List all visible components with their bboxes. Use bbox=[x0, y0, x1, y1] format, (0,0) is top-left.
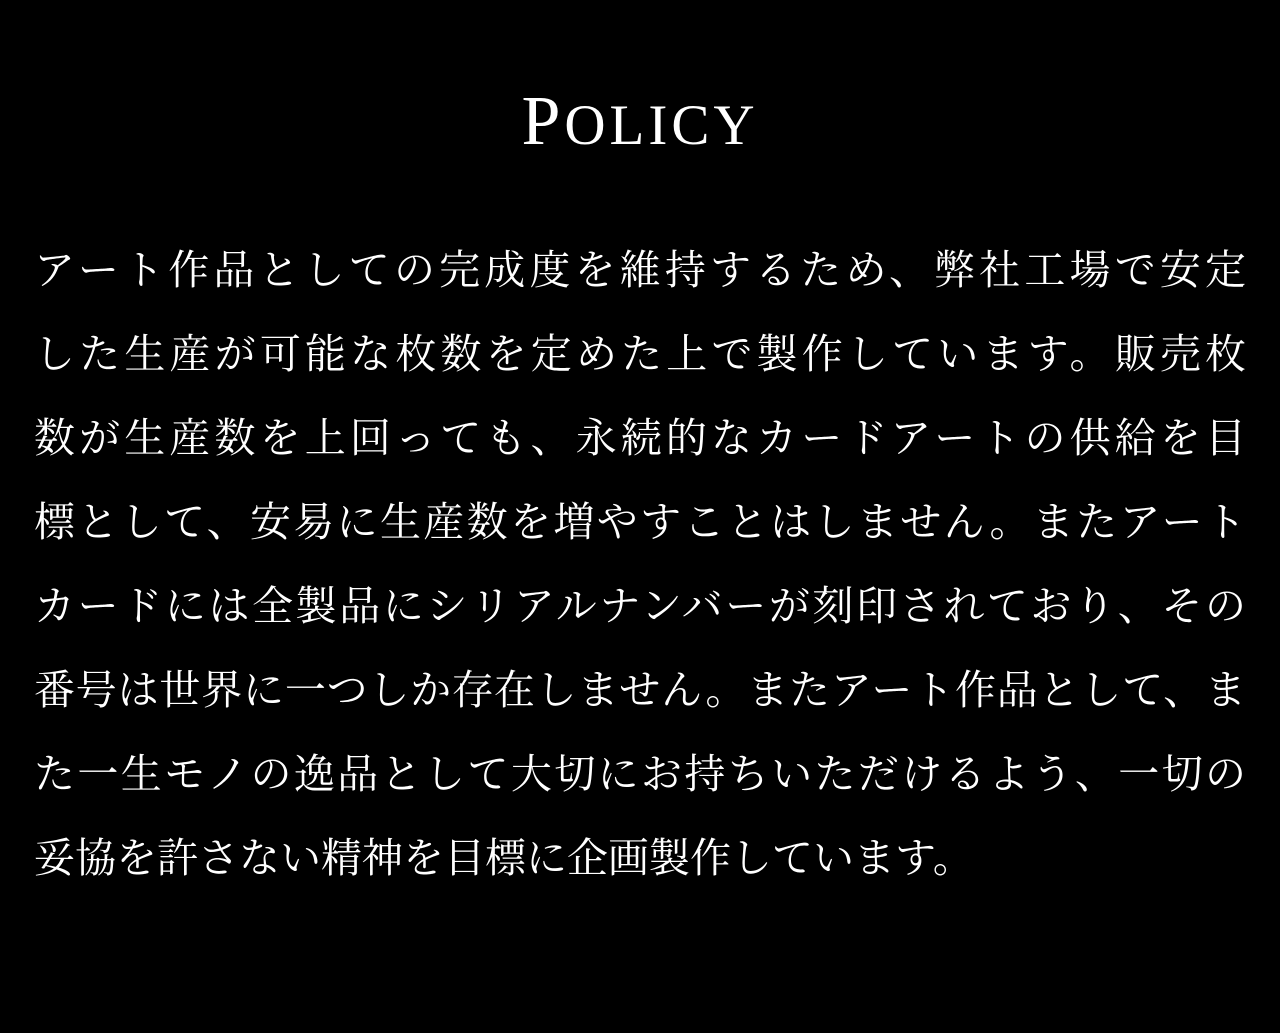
page-title-rest: OLICY bbox=[564, 94, 759, 157]
policy-paragraph bbox=[34, 228, 1246, 900]
policy-line-1: アート作品としての完成度を維持するため、弊社工場で安定 bbox=[34, 247, 1246, 293]
page-title-initial: P bbox=[521, 83, 565, 160]
policy-line-8: 妥協を許さない精神を目標に企画製作しています。 bbox=[34, 835, 974, 881]
policy-line-5: カードには全製品にシリアルナンバーが刻印されており、その bbox=[34, 583, 1246, 629]
policy-line-2: した生産が可能な枚数を定めた上で製作しています。販売枚 bbox=[34, 331, 1246, 377]
policy-line-4: 標として、安易に生産数を増やすことはしません。またアート bbox=[34, 499, 1246, 545]
policy-line-6: 番号は世界に一つしか存在しません。またアート作品として、ま bbox=[34, 667, 1246, 713]
page-title bbox=[34, 0, 1246, 158]
policy-line-3: 数が生産数を上回っても、永続的なカードアートの供給を目 bbox=[34, 415, 1246, 461]
policy-line-7: た一生モノの逸品として大切にお持ちいただけるよう、一切の bbox=[34, 751, 1246, 797]
